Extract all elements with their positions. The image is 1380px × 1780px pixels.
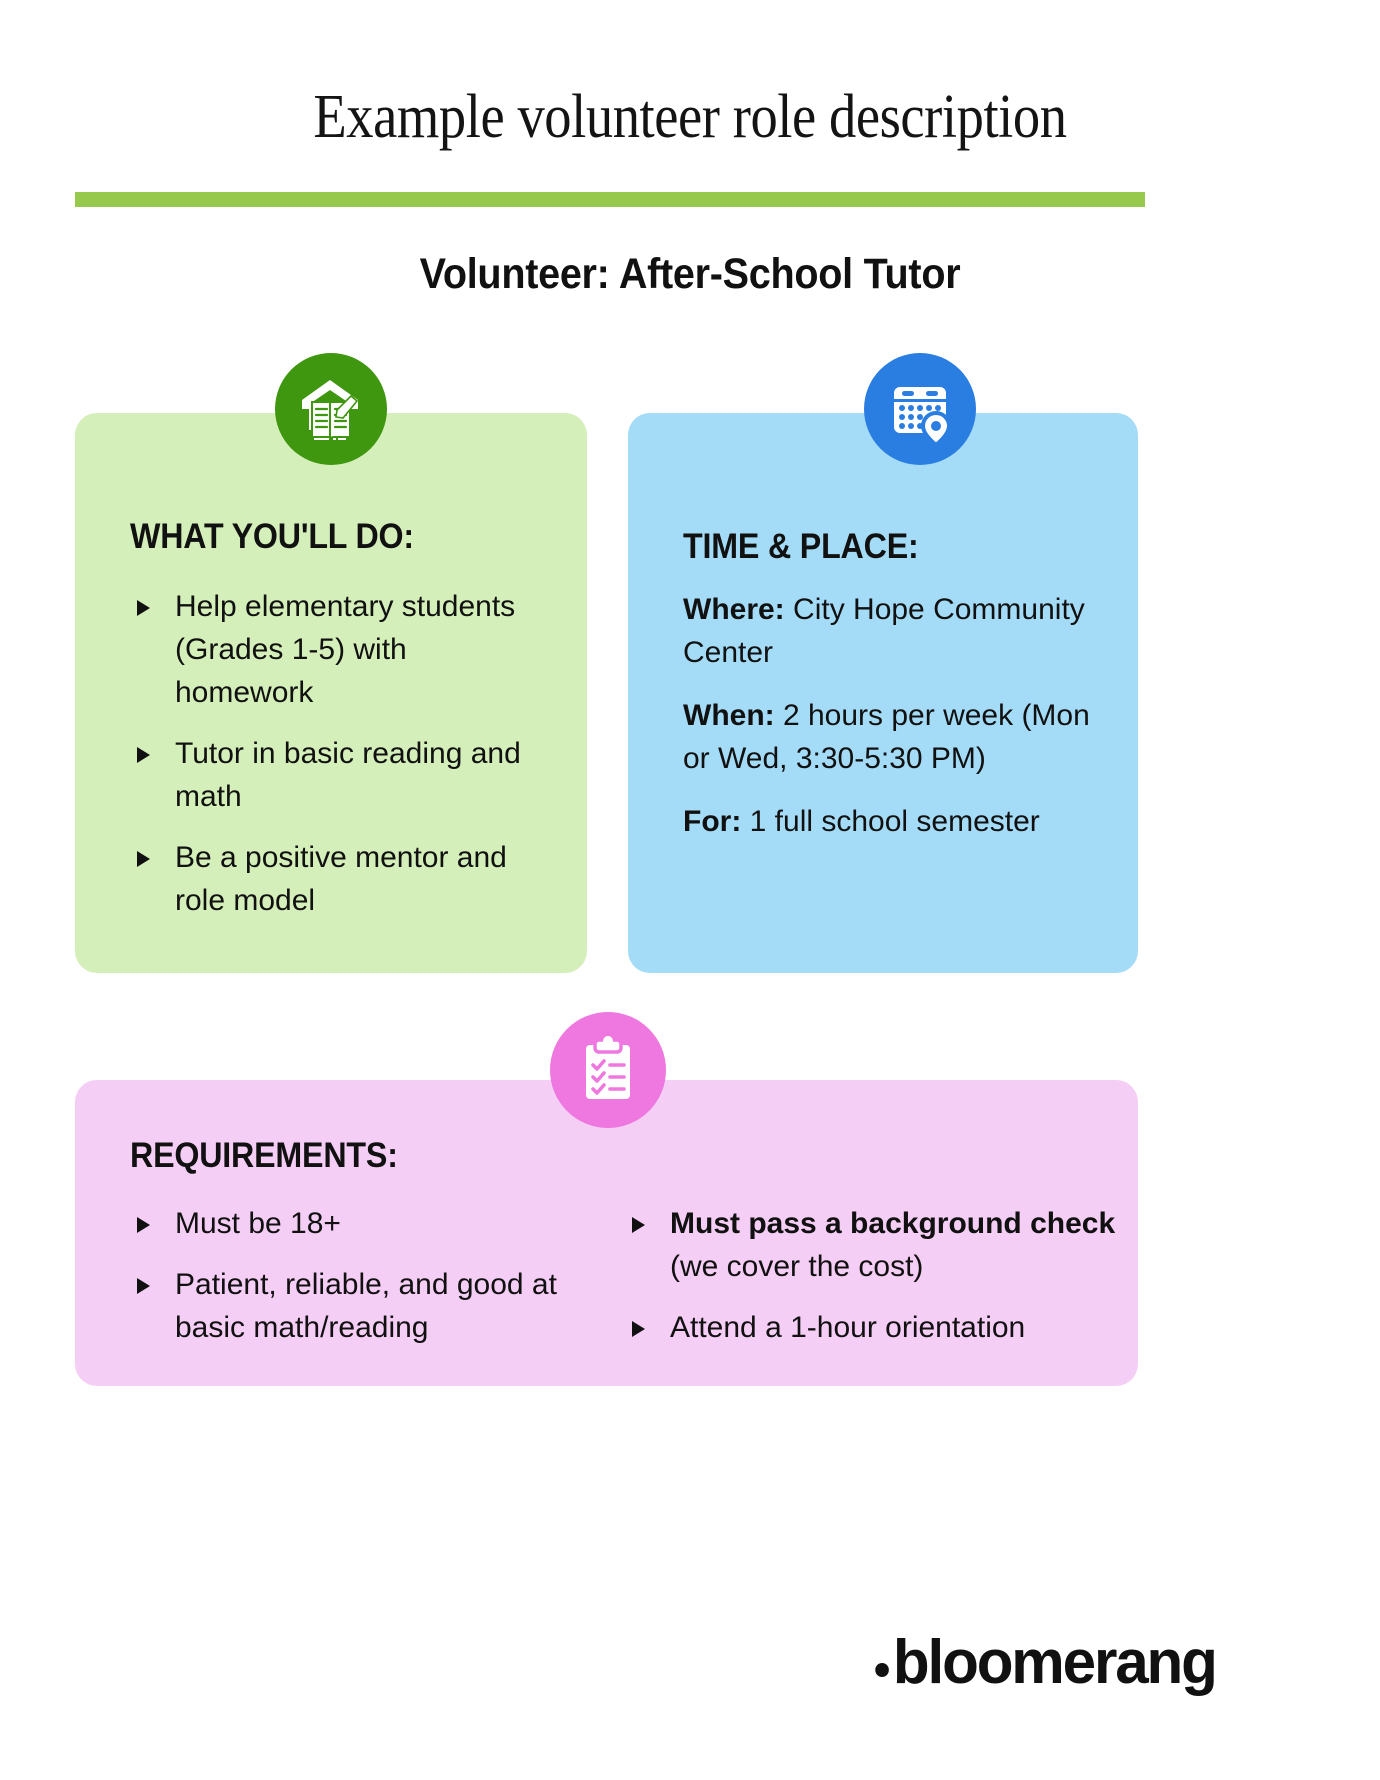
- list-item-text: Tutor in basic reading and math: [175, 737, 521, 813]
- triangle-bullet-icon: [137, 1217, 150, 1233]
- triangle-bullet-icon: [632, 1217, 645, 1233]
- list-item: [625, 1306, 1125, 1349]
- school-book-pencil-icon: [275, 353, 387, 465]
- list-item: [625, 1202, 1125, 1288]
- logo-wordmark: bloomerang: [892, 1628, 1216, 1697]
- requirements-list-right: [625, 1202, 1125, 1367]
- list-item-text: (we cover the cost): [670, 1250, 924, 1283]
- list-item: [130, 585, 550, 714]
- detail-when-value: 2 hours per week (Mon or Wed, 3:30-5:30 PM): [683, 699, 1090, 775]
- time-and-place-details: [683, 588, 1103, 863]
- detail-where-label: Where:: [683, 593, 785, 626]
- time-and-place-heading: TIME & PLACE:: [683, 527, 919, 566]
- role-subtitle: Volunteer: After-School Tutor: [419, 250, 961, 298]
- list-item: [130, 732, 550, 818]
- title-divider-rule: [75, 192, 1145, 207]
- triangle-bullet-icon: [137, 851, 150, 867]
- requirements-list-left: [130, 1202, 610, 1367]
- detail-for-value: 1 full school semester: [741, 805, 1040, 838]
- detail-where-value: City Hope Community Center: [683, 593, 1085, 669]
- card-time-and-place: [628, 413, 1138, 973]
- bloomerang-logo: [21, 1628, 1360, 1698]
- detail-for: [683, 800, 1103, 843]
- requirements-heading: REQUIREMENTS:: [130, 1136, 398, 1175]
- triangle-bullet-icon: [137, 600, 150, 616]
- card-what-youll-do: [75, 413, 587, 973]
- list-item: [130, 836, 550, 922]
- what-youll-do-list: [130, 585, 550, 940]
- list-item: [130, 1202, 610, 1245]
- list-item-text: Attend a 1-hour orientation: [670, 1311, 1026, 1344]
- triangle-bullet-icon: [632, 1321, 645, 1337]
- what-youll-do-heading: WHAT YOU'LL DO:: [130, 517, 414, 556]
- triangle-bullet-icon: [137, 747, 150, 763]
- logo-dot-icon: [875, 1663, 889, 1677]
- detail-when: [683, 694, 1103, 780]
- list-item-text: Patient, reliable, and good at basic math/reading: [175, 1268, 557, 1344]
- detail-for-label: For:: [683, 805, 742, 838]
- list-item-text: Must be 18+: [175, 1207, 341, 1240]
- list-item: [130, 1263, 610, 1349]
- detail-when-label: When:: [683, 699, 775, 732]
- list-item-bold-text: Must pass a background check: [670, 1207, 1116, 1240]
- page-title: Example volunteer role description: [313, 83, 1067, 151]
- calendar-location-pin-icon: [864, 353, 976, 465]
- triangle-bullet-icon: [137, 1278, 150, 1294]
- list-item-text: Help elementary students (Grades 1-5) with homework: [175, 590, 516, 709]
- clipboard-checklist-icon: [550, 1012, 666, 1128]
- detail-where: [683, 588, 1103, 674]
- list-item-text: Be a positive mentor and role model: [175, 841, 507, 917]
